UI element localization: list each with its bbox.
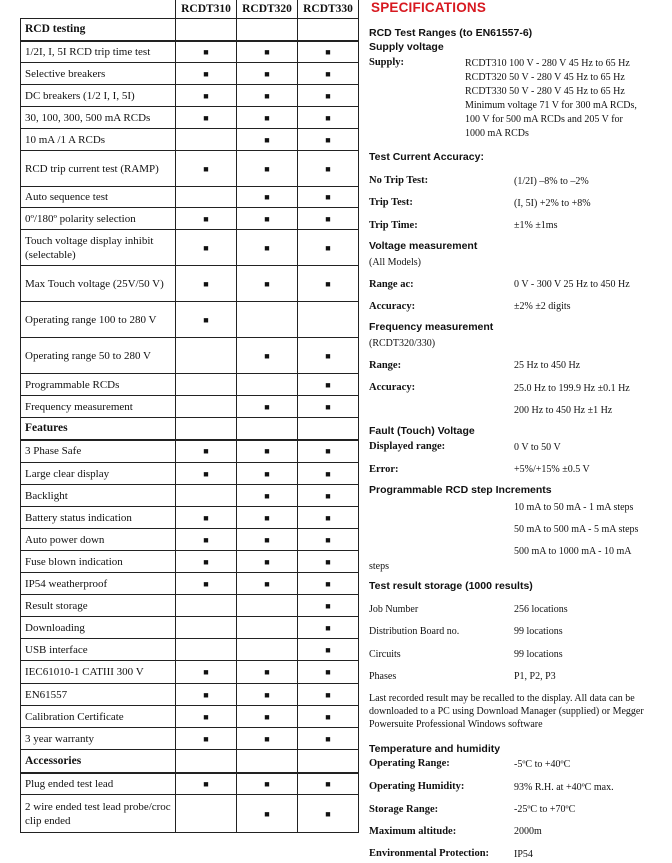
included-mark: ■ xyxy=(237,440,298,463)
no-trip-value: (1/2I) –8% to –2% xyxy=(514,176,589,187)
included-mark: ■ xyxy=(237,728,298,750)
feature-label: Selective breakers xyxy=(21,63,176,85)
table-row xyxy=(21,41,359,63)
included-mark: ■ xyxy=(298,529,359,551)
table-row xyxy=(21,773,359,795)
included-mark: ■ xyxy=(176,230,237,266)
included-mark: ■ xyxy=(237,266,298,302)
table-row xyxy=(21,463,359,485)
feature-label: Operating range 100 to 280 V xyxy=(21,302,176,338)
table-row xyxy=(21,507,359,529)
empty-cell xyxy=(176,374,237,396)
table-row xyxy=(21,617,359,639)
feature-label: 3 year warranty xyxy=(21,728,176,750)
included-mark: ■ xyxy=(298,463,359,485)
supply-line: 100 V for 500 mA RCDs and 205 V for xyxy=(465,114,623,125)
operating-range-label: Operating Range: xyxy=(369,758,450,769)
table-row xyxy=(21,230,359,266)
displayed-range-label: Displayed range: xyxy=(369,441,446,452)
included-mark: ■ xyxy=(237,41,298,63)
empty-cell xyxy=(298,19,359,41)
included-mark: ■ xyxy=(298,795,359,833)
included-mark: ■ xyxy=(237,230,298,266)
included-mark: ■ xyxy=(298,595,359,617)
feature-label: Max Touch voltage (25V/50 V) xyxy=(21,266,176,302)
operating-range-value: -5ºC to +40ºC xyxy=(514,759,571,770)
storage-note: Last recorded result may be recalled to the display. All data can be downloaded to a PC using Download Manager (supplied) or Megger Powersuite Professional Windows software xyxy=(369,693,644,730)
storage-range-label: Storage Range: xyxy=(369,804,439,815)
feature-label: DC breakers (1/2 I, I, 5I) xyxy=(21,85,176,107)
trip-time-value: ±1% ±1ms xyxy=(514,220,558,231)
included-mark: ■ xyxy=(298,41,359,63)
included-mark: ■ xyxy=(176,661,237,684)
trip-test-label: Trip Test: xyxy=(369,197,413,208)
empty-cell xyxy=(176,750,237,773)
supply-line: 1000 mA RCDs xyxy=(465,128,529,139)
feature-label: Plug ended test lead xyxy=(21,773,176,795)
model-header-rcdt330: RCDT330 xyxy=(298,0,359,19)
voltage-models-note: (All Models) xyxy=(369,257,421,268)
fault-voltage-heading: Fault (Touch) Voltage xyxy=(369,425,475,437)
table-row xyxy=(21,85,359,107)
included-mark: ■ xyxy=(176,208,237,230)
table-row xyxy=(21,684,359,706)
empty-cell xyxy=(176,19,237,41)
included-mark: ■ xyxy=(176,151,237,187)
feature-comparison-table xyxy=(20,0,359,833)
specifications-title: SPECIFICATIONS xyxy=(371,0,487,15)
supply-line: RCDT330 50 V - 280 V 45 Hz to 65 Hz xyxy=(465,86,625,97)
section-label: Accessories xyxy=(21,750,176,773)
empty-cell xyxy=(298,750,359,773)
model-header-rcdt310: RCDT310 xyxy=(176,0,237,19)
table-row xyxy=(21,551,359,573)
frequency-accuracy-label: Accuracy: xyxy=(369,382,416,393)
table-row xyxy=(21,795,359,833)
feature-label: IP54 weatherproof xyxy=(21,573,176,595)
table-row xyxy=(21,151,359,187)
empty-cell xyxy=(237,19,298,41)
included-mark: ■ xyxy=(237,338,298,374)
table-row xyxy=(21,302,359,338)
included-mark: ■ xyxy=(237,129,298,151)
empty-cell xyxy=(176,485,237,507)
section-header-row xyxy=(21,19,359,41)
empty-cell xyxy=(176,418,237,440)
table-row xyxy=(21,63,359,85)
included-mark: ■ xyxy=(298,151,359,187)
feature-label: IEC61010-1 CATIII 300 V xyxy=(21,661,176,684)
included-mark: ■ xyxy=(176,107,237,129)
table-header-row xyxy=(21,0,359,19)
model-header-rcdt320: RCDT320 xyxy=(237,0,298,19)
included-mark: ■ xyxy=(298,773,359,795)
section-label: RCD testing xyxy=(21,19,176,41)
included-mark: ■ xyxy=(237,85,298,107)
empty-cell xyxy=(176,795,237,833)
error-value: +5%/+15% ±0.5 V xyxy=(514,464,590,475)
included-mark: ■ xyxy=(176,529,237,551)
included-mark: ■ xyxy=(237,463,298,485)
programmable-step-line: 50 mA to 500 mA - 5 mA steps xyxy=(514,524,639,535)
environmental-protection-label: Environmental Protection: xyxy=(369,848,490,859)
included-mark: ■ xyxy=(176,85,237,107)
empty-cell xyxy=(176,187,237,208)
included-mark: ■ xyxy=(176,41,237,63)
empty-cell xyxy=(237,374,298,396)
feature-label: 30, 100, 300, 500 mA RCDs xyxy=(21,107,176,129)
included-mark: ■ xyxy=(298,684,359,706)
range-ac-label: Range ac: xyxy=(369,279,414,290)
section-header-row xyxy=(21,750,359,773)
table-row xyxy=(21,595,359,617)
frequency-measurement-heading: Frequency measurement xyxy=(369,321,494,333)
feature-label: 10 mA /1 A RCDs xyxy=(21,129,176,151)
storage-row-label: Phases xyxy=(369,671,397,682)
included-mark: ■ xyxy=(176,63,237,85)
supply-voltage-heading: Supply voltage xyxy=(369,41,444,53)
included-mark: ■ xyxy=(176,551,237,573)
operating-humidity-value: 93% R.H. at +40ºC max. xyxy=(514,782,614,793)
voltage-measurement-heading: Voltage measurement xyxy=(369,240,478,252)
included-mark: ■ xyxy=(237,507,298,529)
empty-cell xyxy=(298,418,359,440)
table-row xyxy=(21,208,359,230)
supply-line: RCDT310 100 V - 280 V 45 Hz to 65 Hz xyxy=(465,58,630,69)
included-mark: ■ xyxy=(237,151,298,187)
feature-label: EN61557 xyxy=(21,684,176,706)
included-mark: ■ xyxy=(237,573,298,595)
feature-label: Backlight xyxy=(21,485,176,507)
included-mark: ■ xyxy=(298,230,359,266)
frequency-accuracy-value: 25.0 Hz to 199.9 Hz ±0.1 Hz xyxy=(514,383,630,394)
range-ac-value: 0 V - 300 V 25 Hz to 450 Hz xyxy=(514,279,630,290)
frequency-models-note: (RCDT320/330) xyxy=(369,338,436,349)
included-mark: ■ xyxy=(298,107,359,129)
storage-range-value: -25ºC to +70ºC xyxy=(514,804,576,815)
table-body xyxy=(21,19,359,833)
frequency-accuracy-value: 200 Hz to 450 Hz ±1 Hz xyxy=(514,405,613,416)
included-mark: ■ xyxy=(176,266,237,302)
feature-label: Touch voltage display inhibit (selectable) xyxy=(21,230,176,266)
included-mark: ■ xyxy=(176,573,237,595)
table-row xyxy=(21,129,359,151)
voltage-accuracy-value: ±2% ±2 digits xyxy=(514,301,571,312)
included-mark: ■ xyxy=(176,302,237,338)
included-mark: ■ xyxy=(237,187,298,208)
included-mark: ■ xyxy=(176,507,237,529)
error-label: Error: xyxy=(369,464,399,475)
included-mark: ■ xyxy=(176,773,237,795)
no-trip-label: No Trip Test: xyxy=(369,175,429,186)
feature-label: Calibration Certificate xyxy=(21,706,176,728)
included-mark: ■ xyxy=(298,187,359,208)
current-accuracy-heading: Test Current Accuracy: xyxy=(369,151,484,163)
included-mark: ■ xyxy=(298,338,359,374)
included-mark: ■ xyxy=(298,208,359,230)
included-mark: ■ xyxy=(237,661,298,684)
trip-test-value: (I, 5I) +2% to +8% xyxy=(514,198,591,209)
table-row xyxy=(21,661,359,684)
supply-label: Supply: xyxy=(369,57,405,68)
header-blank-cell xyxy=(21,0,176,19)
table-row xyxy=(21,187,359,208)
included-mark: ■ xyxy=(237,529,298,551)
result-storage-heading: Test result storage (1000 results) xyxy=(369,580,533,592)
supply-line: Minimum voltage 71 V for 300 mA RCDs, xyxy=(465,100,637,111)
table-row xyxy=(21,706,359,728)
table-row xyxy=(21,728,359,750)
included-mark: ■ xyxy=(298,639,359,661)
rcd-test-ranges-heading: RCD Test Ranges (to EN61557-6) xyxy=(369,27,533,39)
included-mark: ■ xyxy=(176,463,237,485)
trip-time-label: Trip Time: xyxy=(369,220,418,231)
included-mark: ■ xyxy=(298,440,359,463)
included-mark: ■ xyxy=(298,661,359,684)
feature-label: 3 Phase Safe xyxy=(21,440,176,463)
included-mark: ■ xyxy=(298,706,359,728)
storage-row-value: 256 locations xyxy=(514,604,568,615)
feature-label: Large clear display xyxy=(21,463,176,485)
empty-cell xyxy=(237,302,298,338)
table-row xyxy=(21,440,359,463)
included-mark: ■ xyxy=(237,63,298,85)
section-header-row xyxy=(21,418,359,440)
feature-label: Programmable RCDs xyxy=(21,374,176,396)
table-row xyxy=(21,107,359,129)
programmable-rcd-heading: Programmable RCD step Increments xyxy=(369,484,552,496)
included-mark: ■ xyxy=(298,573,359,595)
included-mark: ■ xyxy=(298,507,359,529)
included-mark: ■ xyxy=(237,795,298,833)
included-mark: ■ xyxy=(298,85,359,107)
included-mark: ■ xyxy=(298,129,359,151)
included-mark: ■ xyxy=(298,728,359,750)
table-row xyxy=(21,529,359,551)
maximum-altitude-value: 2000m xyxy=(514,826,542,837)
table-row xyxy=(21,639,359,661)
storage-row-label: Circuits xyxy=(369,649,401,660)
included-mark: ■ xyxy=(298,266,359,302)
included-mark: ■ xyxy=(237,706,298,728)
feature-label: 0º/180º polarity selection xyxy=(21,208,176,230)
included-mark: ■ xyxy=(237,208,298,230)
feature-label: Auto sequence test xyxy=(21,187,176,208)
feature-label: 2 wire ended test lead probe/croc clip ended xyxy=(21,795,176,833)
included-mark: ■ xyxy=(298,485,359,507)
included-mark: ■ xyxy=(176,706,237,728)
empty-cell xyxy=(176,338,237,374)
included-mark: ■ xyxy=(237,551,298,573)
included-mark: ■ xyxy=(298,551,359,573)
feature-label: RCD trip current test (RAMP) xyxy=(21,151,176,187)
included-mark: ■ xyxy=(237,107,298,129)
included-mark: ■ xyxy=(298,396,359,418)
table-row xyxy=(21,374,359,396)
table-row xyxy=(21,266,359,302)
programmable-step-line: 10 mA to 50 mA - 1 mA steps xyxy=(514,502,634,513)
operating-humidity-label: Operating Humidity: xyxy=(369,781,465,792)
section-label: Features xyxy=(21,418,176,440)
feature-label: Frequency measurement xyxy=(21,396,176,418)
included-mark: ■ xyxy=(176,440,237,463)
feature-label: USB interface xyxy=(21,639,176,661)
included-mark: ■ xyxy=(298,63,359,85)
storage-row-value: 99 locations xyxy=(514,649,563,660)
empty-cell xyxy=(176,396,237,418)
empty-cell xyxy=(176,639,237,661)
feature-label: Auto power down xyxy=(21,529,176,551)
feature-label: Fuse blown indication xyxy=(21,551,176,573)
maximum-altitude-label: Maximum altitude: xyxy=(369,826,457,837)
feature-label: Battery status indication xyxy=(21,507,176,529)
storage-row-label: Job Number xyxy=(369,604,419,615)
empty-cell xyxy=(298,302,359,338)
feature-label: 1/2I, I, 5I RCD trip time test xyxy=(21,41,176,63)
table-row xyxy=(21,485,359,507)
temperature-humidity-heading: Temperature and humidity xyxy=(369,743,501,755)
empty-cell xyxy=(237,617,298,639)
programmable-step-line: 500 mA to 1000 mA - 10 mA xyxy=(514,546,632,557)
empty-cell xyxy=(237,639,298,661)
frequency-range-value: 25 Hz to 450 Hz xyxy=(514,360,581,371)
empty-cell xyxy=(176,129,237,151)
table-row xyxy=(21,338,359,374)
supply-line: RCDT320 50 V - 280 V 45 Hz to 65 Hz xyxy=(465,72,625,83)
empty-cell xyxy=(176,617,237,639)
included-mark: ■ xyxy=(237,684,298,706)
table-row xyxy=(21,396,359,418)
displayed-range-value: 0 V to 50 V xyxy=(514,442,561,453)
environmental-protection-value: IP54 xyxy=(514,849,533,860)
included-mark: ■ xyxy=(298,374,359,396)
empty-cell xyxy=(176,595,237,617)
empty-cell xyxy=(237,595,298,617)
feature-label: Downloading xyxy=(21,617,176,639)
included-mark: ■ xyxy=(237,485,298,507)
frequency-range-label: Range: xyxy=(369,360,402,371)
programmable-step-wrap: steps xyxy=(369,561,389,572)
included-mark: ■ xyxy=(176,728,237,750)
included-mark: ■ xyxy=(237,396,298,418)
feature-label: Operating range 50 to 280 V xyxy=(21,338,176,374)
voltage-accuracy-label: Accuracy: xyxy=(369,301,416,312)
included-mark: ■ xyxy=(237,773,298,795)
included-mark: ■ xyxy=(298,617,359,639)
feature-label: Result storage xyxy=(21,595,176,617)
empty-cell xyxy=(237,750,298,773)
included-mark: ■ xyxy=(176,684,237,706)
storage-row-label: Distribution Board no. xyxy=(369,626,460,637)
storage-row-value: P1, P2, P3 xyxy=(514,671,556,682)
empty-cell xyxy=(237,418,298,440)
storage-row-value: 99 locations xyxy=(514,626,563,637)
table-row xyxy=(21,573,359,595)
